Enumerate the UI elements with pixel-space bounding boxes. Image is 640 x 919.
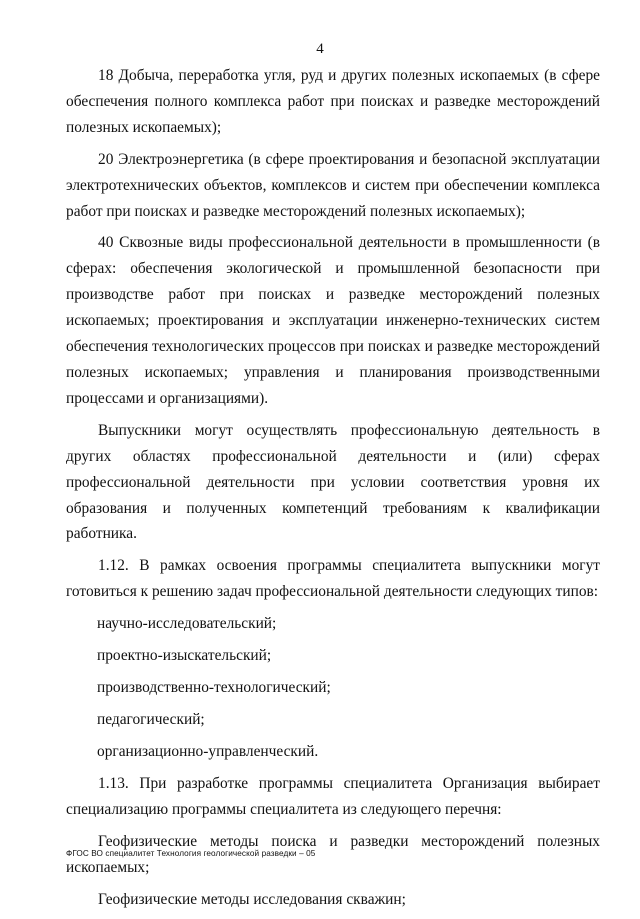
paragraph-graduates-other-areas: Выпускники могут осуществлять профессиональную деятельность в других областях профессиональной деятельности и (или) сферах профессиональной деятельности при условии соответствия уровня их образования и полученных компетенций требованиям к квалификации работника. [66, 421, 600, 543]
paragraph-activity-20: 20 Электроэнергетика (в сфере проектирования и безопасной эксплуатации электротехнических объектов, комплексов и систем при обеспечении комплекса работ при поисках и разведке месторождений полезных ископаемых); [66, 150, 600, 220]
page-footer: ФГОС ВО специалитет Технология геологической разведки – 05 [66, 849, 316, 858]
list-item-task-type: педагогический; [97, 711, 205, 729]
list-item-task-type: организационно-управленческий. [97, 743, 319, 761]
list-item-task-type: проектно-изыскательский; [97, 647, 272, 665]
specialization-item: Геофизические методы исследования скважин; [98, 890, 406, 908]
paragraph-1-12: 1.12. В рамках освоения программы специалитета выпускники могут готовиться к решению задач профессиональной деятельности следующих типов: [66, 557, 600, 601]
list-item-task-type: производственно-технологический; [97, 679, 331, 697]
specialization-item: Геофизические методы поиска и разведки месторождений полезных ископаемых; [66, 832, 600, 876]
document-body [66, 63, 600, 919]
list-item-task-type: научно-исследовательский; [97, 615, 277, 633]
paragraph-activity-18: 18 Добыча, переработка угля, руд и других полезных ископаемых (в сфере обеспечения полного комплекса работ при поисках и разведке месторождений полезных ископаемых); [66, 67, 600, 136]
paragraph-1-13: 1.13. При разработке программы специалитета Организация выбирает специализацию программы специалитета из следующего перечня: [66, 775, 600, 819]
paragraph-activity-40: 40 Сквозные виды профессиональной деятельности в промышленности (в сферах: обеспечения экологической и промышленной безопасности при производстве работ при поисках и разведке месторождений полезных ископаемых; проектирования и эксплуатации инженерно-технических систем обеспечения технологических процессов при поисках и разведке месторождений полезных ископаемых; управления и планирования производственными процессами и организациями). [66, 234, 600, 407]
page-number: 4 [316, 41, 324, 57]
